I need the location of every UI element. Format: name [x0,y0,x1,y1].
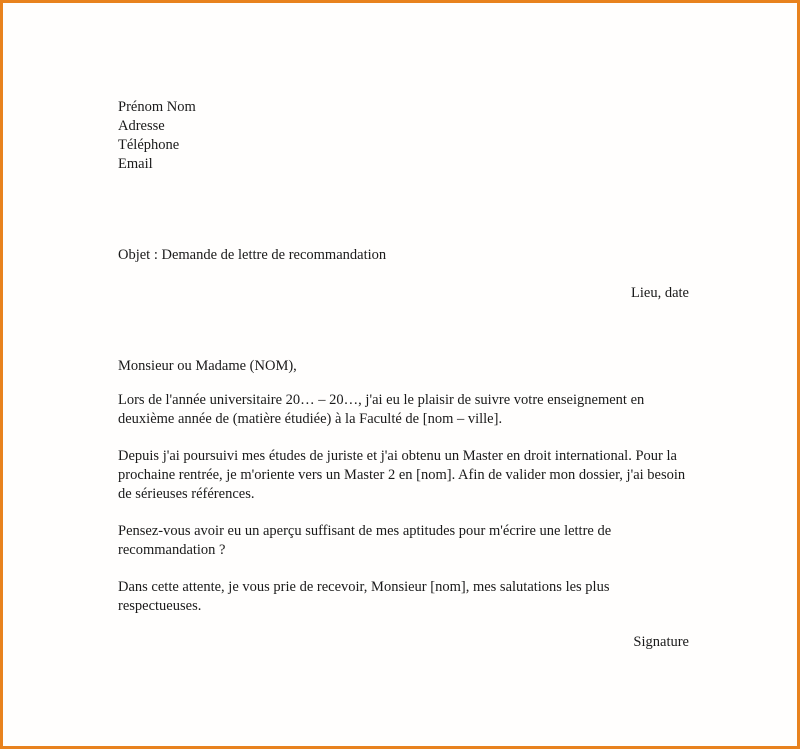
body-paragraph: Pensez-vous avoir eu un aperçu suffisant de mes aptitudes pour m'écrire une lettre de recommandation ? [118,523,612,558]
body-paragraph: Lors de l'année universitaire 20… – 20…, j'ai eu le plaisir de suivre votre enseignement en deuxième année de (matière étudiée) à la Faculté de [nom – ville]. [118,392,645,427]
sender-name: Prénom Nom [118,99,196,115]
body-paragraph: Dans cette attente, je vous prie de recevoir, Monsieur [nom], mes salutations les plus respectueuses. [118,579,610,614]
subject-line: Objet : Demande de lettre de recommandation [118,247,387,263]
sender-block [118,98,689,174]
sender-email: Email [118,156,153,172]
sender-phone: Téléphone [118,137,180,153]
signature: Signature [633,634,689,650]
body-paragraph: Depuis j'ai poursuivi mes études de juriste et j'ai obtenu un Master en droit international. Pour la prochaine rentrée, je m'oriente vers un Master 2 en [nom]. Afin de valider mon dossier, j'ai besoin de sérieuses références. [118,448,686,502]
place-date: Lieu, date [631,285,689,301]
salutation: Monsieur ou Madame (NOM), [118,358,297,374]
sender-address: Adresse [118,118,165,134]
letter-content [3,98,797,749]
